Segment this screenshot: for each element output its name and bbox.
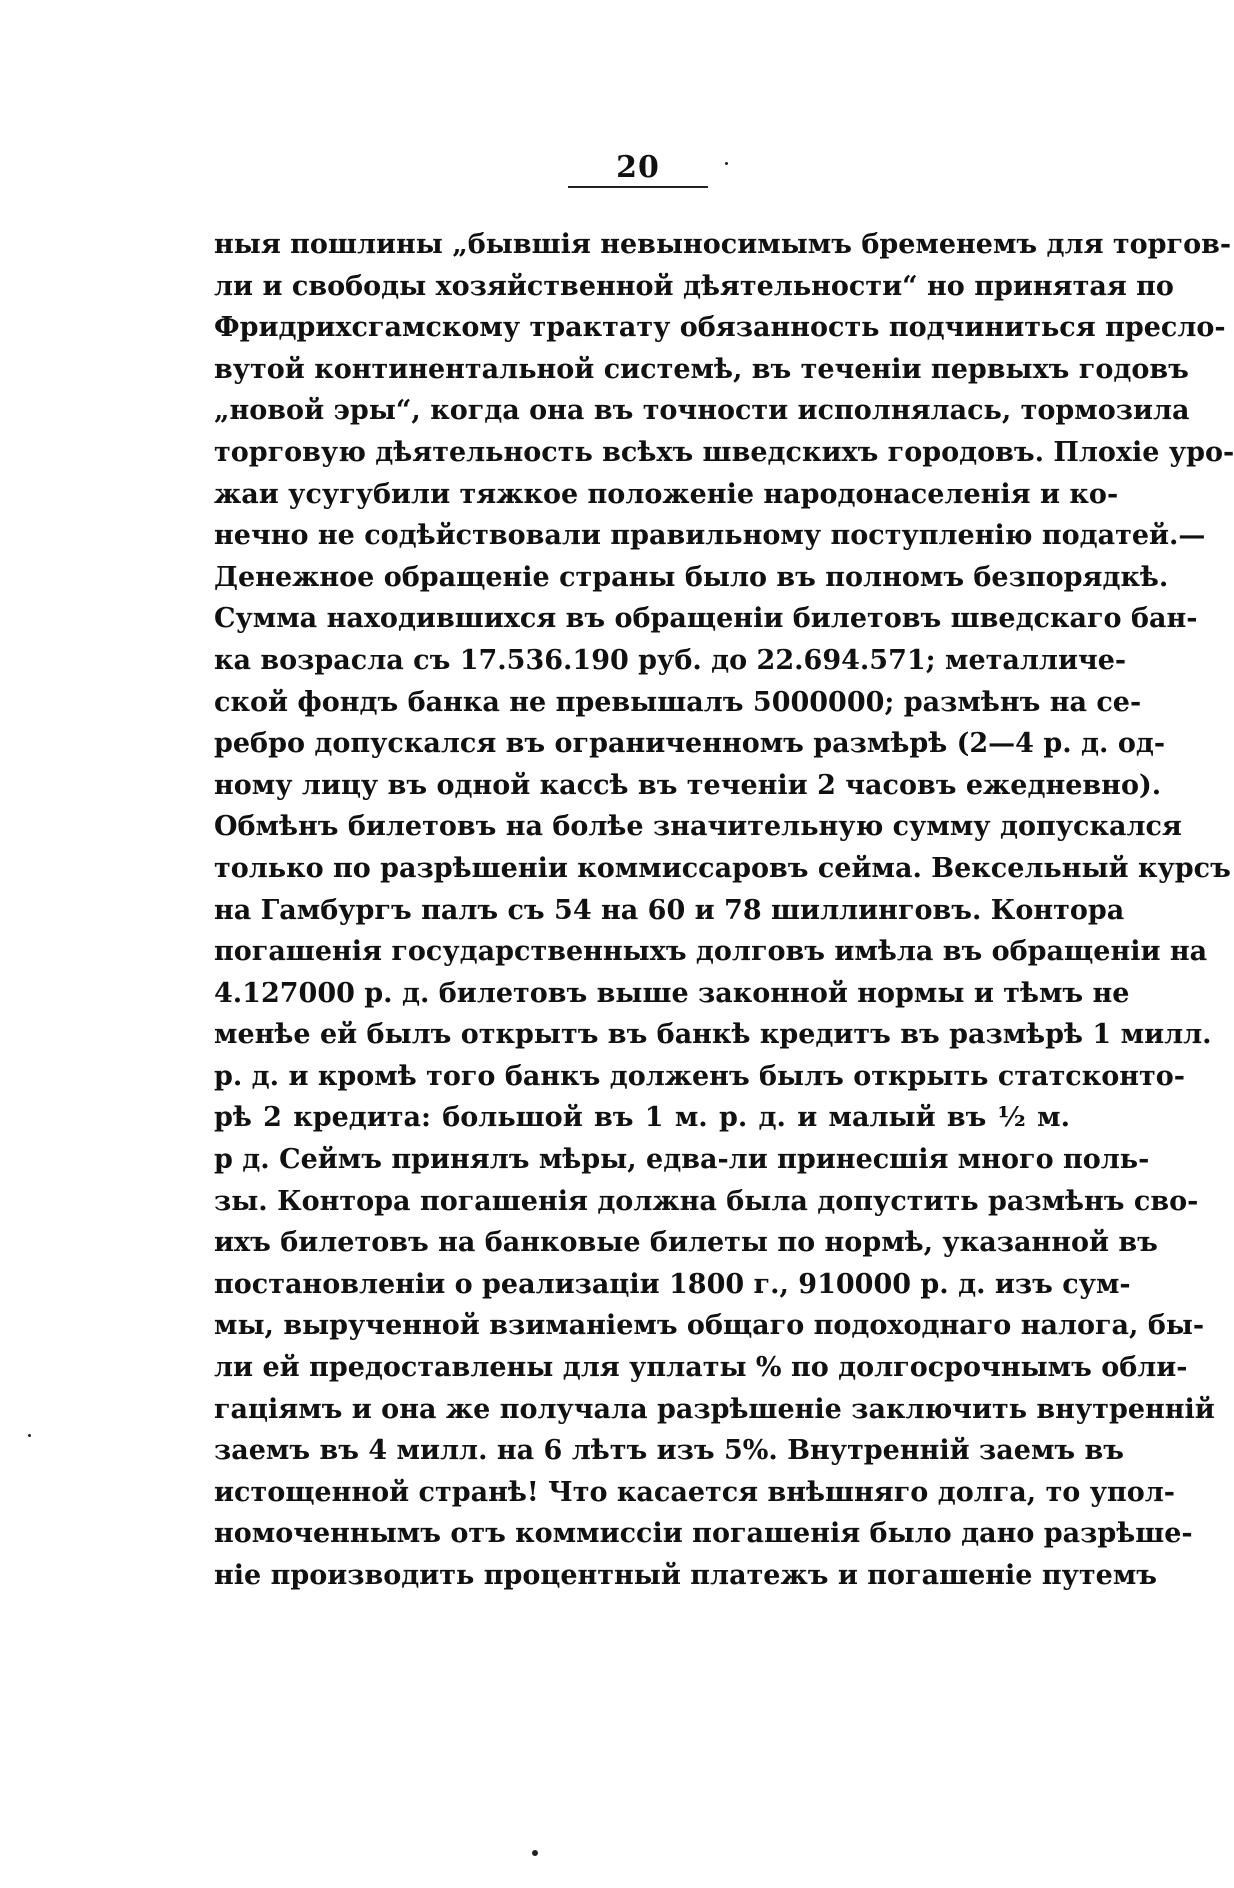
text-line: ному лицу въ одной кассѣ въ теченіи 2 часовъ ежедневно). bbox=[214, 769, 1162, 801]
text-line: Сумма находившихся въ обращеніи билетовъ шведскаго бан- bbox=[214, 603, 1198, 635]
text-line: на Гамбургъ палъ съ 54 на 60 и 78 шиллинговъ. Контора bbox=[214, 894, 1125, 926]
text-line: только по разрѣшеніи коммиссаровъ сейма. Вексельный курсъ bbox=[214, 852, 1231, 884]
text-line: мы, вырученной взиманіемъ общаго подоходнаго налога, бы- bbox=[214, 1310, 1205, 1342]
text-line: рѣ 2 кредита: большой въ 1 м. р. д. и малый въ ½ м. bbox=[214, 1102, 1070, 1134]
text-line: Фридрихсгамскому трактату обязанность подчиниться преслo- bbox=[214, 312, 1226, 344]
ink-speck bbox=[725, 162, 728, 165]
ink-speck bbox=[28, 1434, 31, 1437]
text-line: ка возрасла съ 17.536.190 руб. до 22.694.571; металличе- bbox=[214, 644, 1127, 676]
text-line: гаціямъ и она же получала разрѣшеніе заключить внутренній bbox=[214, 1393, 1215, 1425]
text-line: „новой эры“, когда она въ точности исполнялась, тормозила bbox=[214, 395, 1190, 427]
text-line: ской фондъ банка не превышалъ 5000000; размѣнъ на се- bbox=[214, 686, 1142, 718]
text-line: жаи усугубили тяжкое положеніе народонаселенія и ко- bbox=[214, 478, 1119, 510]
text-line: нечно не содѣйствовали правильному поступленію податей.— bbox=[214, 520, 1206, 552]
text-line: менѣе ей былъ открытъ въ банкѣ кредитъ въ размѣрѣ 1 милл. bbox=[214, 1019, 1212, 1051]
text-line: р д. Сеймъ принялъ мѣры, едва-ли принесшія много поль- bbox=[214, 1144, 1150, 1176]
text-line: 4.127000 р. д. билетовъ выше законной нормы и тѣмъ не bbox=[214, 977, 1130, 1009]
text-line: ли и свободы хозяйственной дѣятельности“ но принятая по bbox=[214, 270, 1174, 302]
text-line: р. д. и кромѣ того банкъ долженъ былъ открыть статсконто- bbox=[214, 1060, 1185, 1092]
text-line: ли ей предоставлены для уплаты % по долгосрочнымъ обли- bbox=[214, 1352, 1188, 1384]
text-line: ныя пошлины „бывшія невыносимымъ бременемъ для торгов- bbox=[214, 229, 1232, 260]
text-line: заемъ въ 4 милл. на 6 лѣтъ изъ 5%. Внутренній заемъ въ bbox=[214, 1435, 1124, 1467]
page-number: 20 bbox=[616, 150, 660, 185]
text-line: Денежное обращеніе страны было въ полномъ безпорядкѣ. bbox=[214, 561, 1169, 593]
text-line: постановленіи о реализаціи 1800 г., 910000 р. д. изъ сум- bbox=[214, 1268, 1131, 1300]
text-line: Обмѣнъ билетовъ на болѣе значительную сумму допускался bbox=[214, 811, 1182, 843]
text-line: зы. Контора погашенія должна была допустить размѣнъ сво- bbox=[214, 1185, 1199, 1217]
text-line: номоченнымъ отъ коммиссіи погашенія было дано разрѣше- bbox=[214, 1518, 1193, 1550]
text-line: вутой континентальной системѣ, въ теченіи первыхъ годовъ bbox=[214, 353, 1189, 385]
text-line: ніе производить процентный платежъ и погашеніе путемъ bbox=[214, 1560, 1157, 1591]
text-line: ихъ билетовъ на банковые билеты по нормѣ, указанной въ bbox=[214, 1227, 1158, 1259]
body-text bbox=[214, 224, 1234, 1597]
text-line: погашенія государственныхъ долговъ имѣла въ обращеніи на bbox=[214, 936, 1208, 968]
ink-speck bbox=[532, 1850, 538, 1856]
text-line: торговую дѣятельность всѣхъ шведскихъ городовъ. Плохіе уро- bbox=[214, 436, 1234, 468]
text-line: истощенной странѣ! Что касается внѣшняго долга, то упол- bbox=[214, 1476, 1176, 1508]
text-line: ребро допускался въ ограниченномъ размѣрѣ (2—4 р. д. од- bbox=[214, 728, 1166, 760]
page-number-rule bbox=[568, 186, 708, 188]
